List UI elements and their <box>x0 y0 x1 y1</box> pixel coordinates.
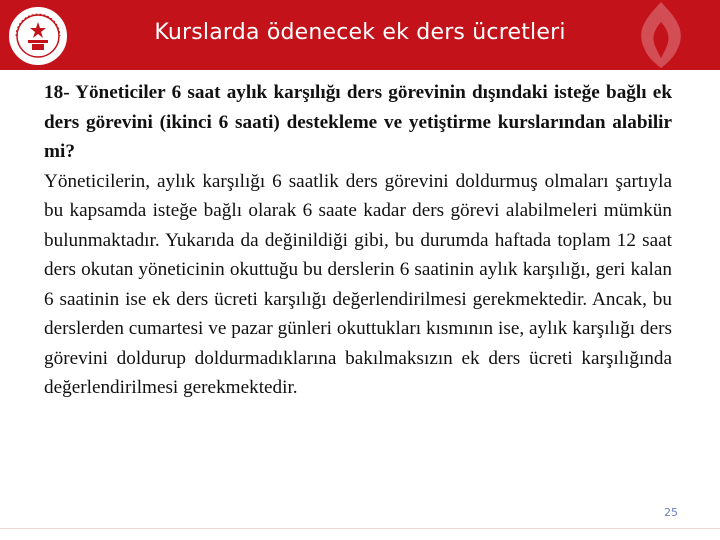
slide-title: Kurslarda ödenecek ek ders ücretleri <box>154 20 566 45</box>
page-number: 25 <box>664 506 678 519</box>
content-body <box>44 78 672 403</box>
flame-watermark-icon <box>616 0 706 70</box>
question-text: 18- Yöneticiler 6 saat aylık karşılığı ders görevinin dışındaki isteğe bağlı ek ders görevini (ikinci 6 saati) destekleme ve yetiştirme kurslarından alabilir mi? <box>44 82 672 162</box>
footer-divider <box>0 528 720 529</box>
answer-text: Yöneticilerin, aylık karşılığı 6 saatlik ders görevini doldurmuş olmaları şartıyla bu kapsamda isteğe bağlı olarak 6 saate kadar ders görevi alabilmeleri mümkün bulunmaktadır. Yukarıda da değinildiği gibi, bu durumda haftada toplam 12 saat ders okutan yöneticinin okuttuğu bu derslerin 6 saatinin aylık karşılığı, geri kalan 6 saatinin ise ek ders ücreti karşılığı değerlendirilmesi gerekmektedir. Ancak, bu derslerden cumartesi ve pazar günleri okuttukları kısmının ise, aylık karşılığı ders görevini doldurup doldurmadıklarına bakılmaksızın ek ders ücreti karşılığında değerlendirilmesi gerekmektedir. <box>44 170 672 398</box>
header-bar <box>0 0 720 70</box>
